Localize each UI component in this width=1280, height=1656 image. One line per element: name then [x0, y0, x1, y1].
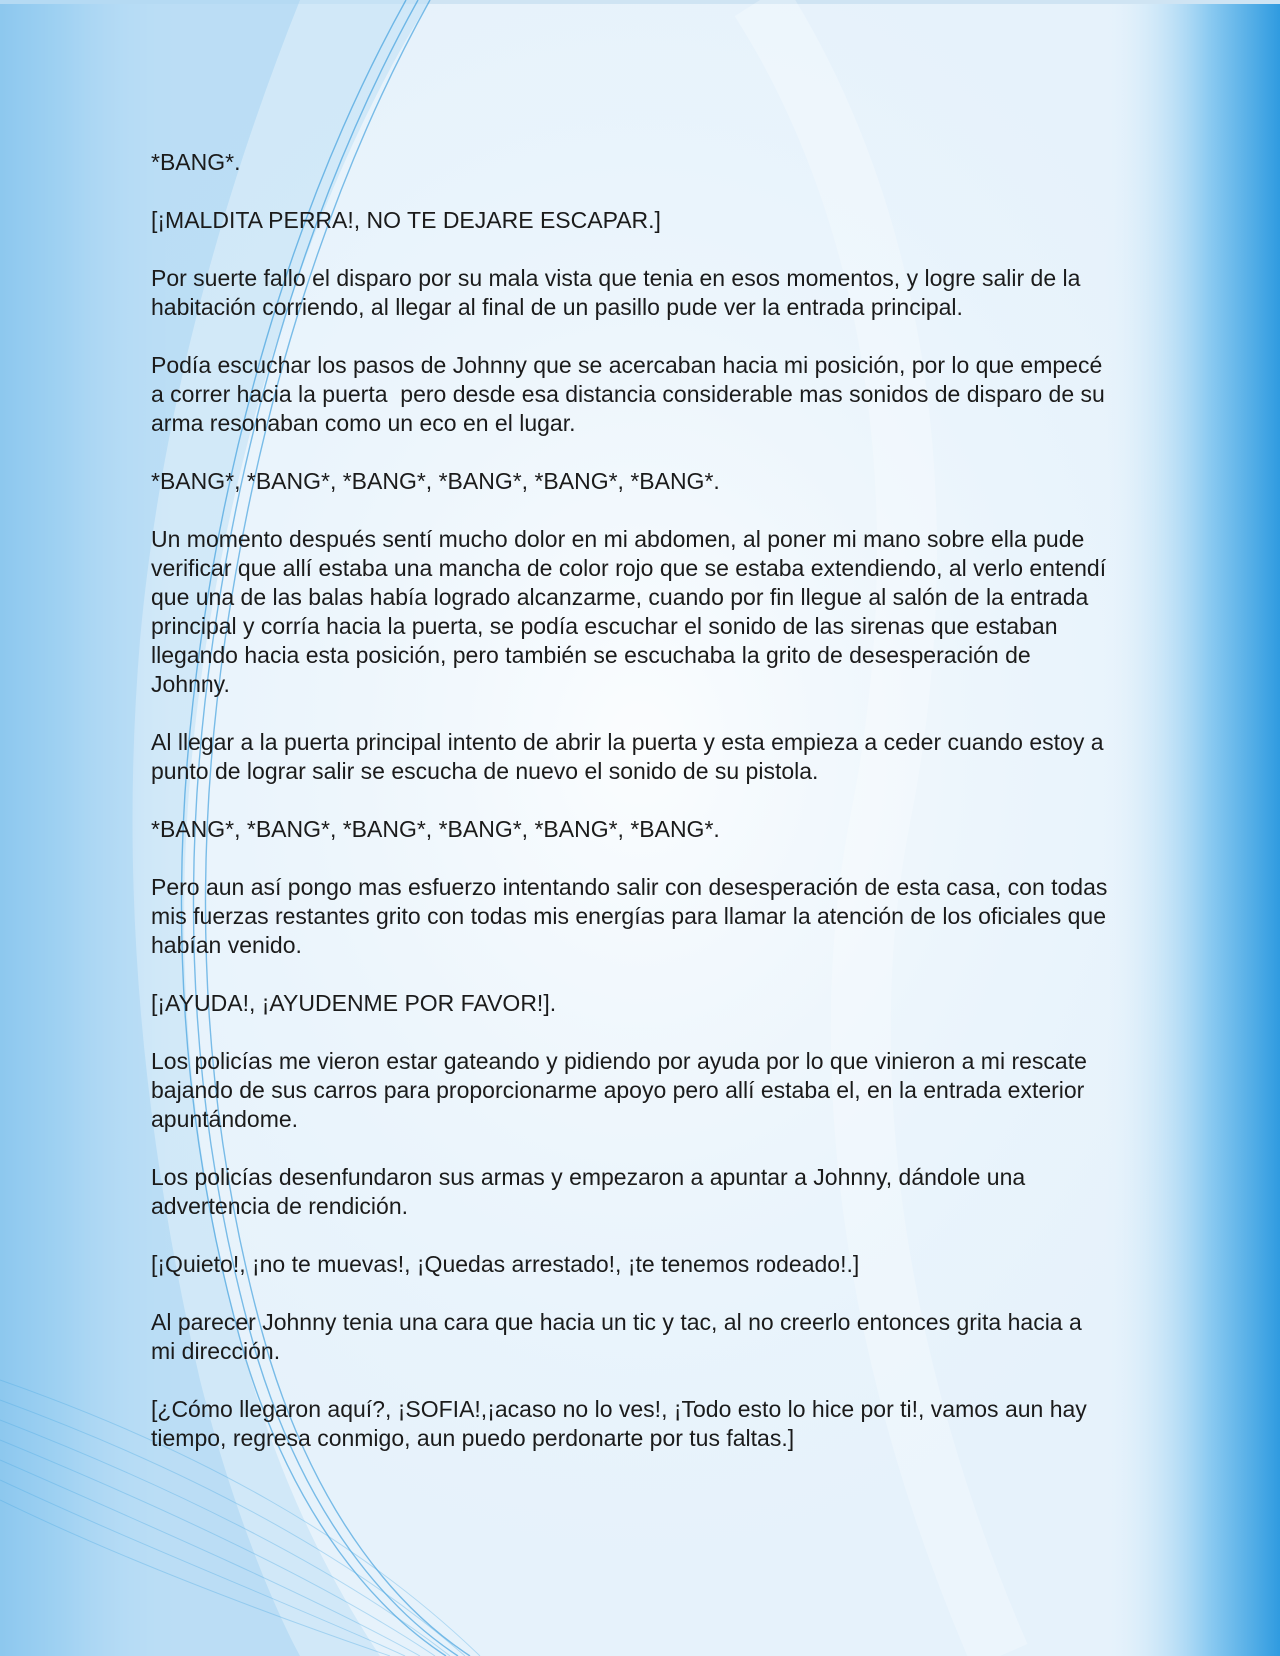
paragraph-4: Podía escuchar los pasos de Johnny que se acercaban hacia mi posición, por lo que empecé a correr hacia la puerta pero desde esa distancia considerable mas sonidos de disparo de su arma resonaban como un eco en el lugar.	[151, 352, 1112, 436]
paragraph-5: *BANG*, *BANG*, *BANG*, *BANG*, *BANG*, *BANG*.	[151, 468, 720, 494]
story-text	[151, 148, 1114, 1482]
paragraph-15: [¿Cómo llegaron aquí?, ¡SOFIA!,¡acaso no lo ves!, ¡Todo esto lo hice por ti!, vamos aun hay tiempo, regresa conmigo, aun puedo perdonarte por tus faltas.]	[151, 1396, 1094, 1451]
paragraph-7: Al llegar a la puerta principal intento de abrir la puerta y esta empieza a ceder cuando estoy a punto de lograr salir se escucha de nuevo el sonido de su pistola.	[151, 729, 1110, 784]
paragraph-2: [¡MALDITA PERRA!, NO TE DEJARE ESCAPAR.]	[151, 207, 661, 233]
paragraph-12: Los policías desenfundaron sus armas y empezaron a apuntar a Johnny, dándole una advertencia de rendición.	[151, 1164, 1032, 1219]
paragraph-14: Al parecer Johnny tenia una cara que hacia un tic y tac, al no creerlo entonces grita hacia a mi dirección.	[151, 1309, 1089, 1364]
paragraph-11: Los policías me vieron estar gateando y pidiendo por ayuda por lo que vinieron a mi rescate bajando de sus carros para proporcionarme apoyo pero allí estaba el, en la entrada exterior apuntándome.	[151, 1048, 1094, 1132]
paragraph-8: *BANG*, *BANG*, *BANG*, *BANG*, *BANG*, *BANG*.	[151, 816, 720, 842]
paragraph-6: Un momento después sentí mucho dolor en mi abdomen, al poner mi mano sobre ella pude verificar que allí estaba una mancha de color rojo que se estaba extendiendo, al verlo entendí que una de las balas había logrado alcanzarme, cuando por fin llegue al salón de la entrada principal y corría hacia la puerta, se podía escuchar el sonido de las sirenas que estaban llegando hacia esta posición, pero también se escuchaba la grito de desesperación de Johnny.	[151, 526, 1113, 697]
paragraph-3: Por suerte fallo el disparo por su mala vista que tenia en esos momentos, y logre salir de la habitación corriendo, al llegar al final de un pasillo pude ver la entrada principal.	[151, 265, 1087, 320]
paragraph-1: *BANG*.	[151, 149, 241, 175]
paragraph-9: Pero aun así pongo mas esfuerzo intentando salir con desesperación de esta casa, con todas mis fuerzas restantes grito con todas mis energías para llamar la atención de los oficiales que habían venido.	[151, 874, 1114, 958]
paragraph-13: [¡Quieto!, ¡no te muevas!, ¡Quedas arrestado!, ¡te tenemos rodeado!.]	[151, 1251, 860, 1277]
paragraph-10: [¡AYUDA!, ¡AYUDENME POR FAVOR!].	[151, 990, 557, 1016]
